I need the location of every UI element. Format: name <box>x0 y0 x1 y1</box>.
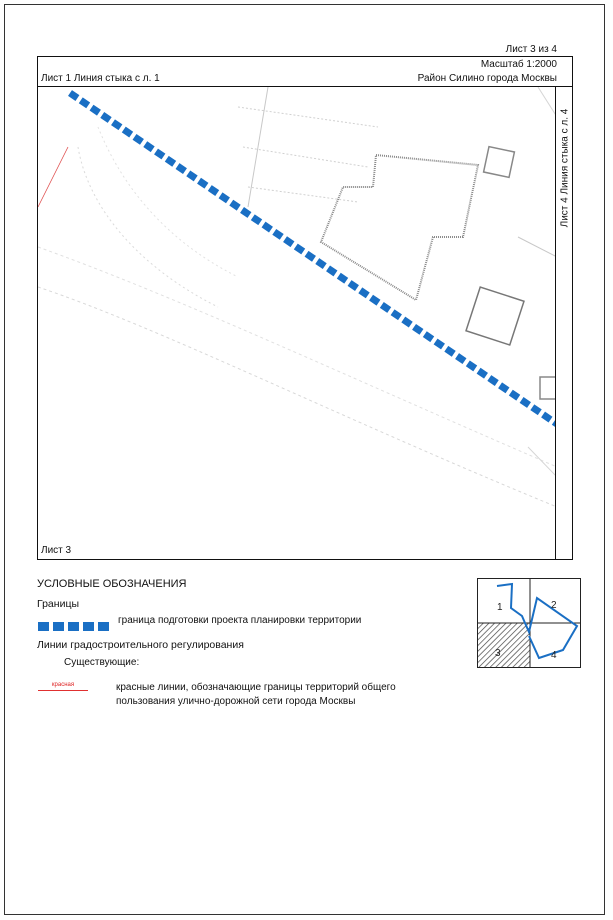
legend-title: УСЛОВНЫЕ ОБОЗНАЧЕНИЯ <box>37 578 187 590</box>
map-canvas <box>38 87 556 560</box>
boundary-line-sample <box>38 618 113 636</box>
red-line-sample <box>38 682 88 691</box>
index-sheet-2: 2 <box>551 600 557 611</box>
sheet-index-map <box>477 578 581 668</box>
index-sheet-1: 1 <box>497 602 503 613</box>
red-line-tag: красная <box>51 682 75 688</box>
road-edge <box>98 127 238 277</box>
map-scale: Масштаб 1:2000 <box>480 59 557 70</box>
district-name: Район Силино города Москвы <box>417 73 557 84</box>
road-edge <box>78 147 218 307</box>
project-boundary-line <box>70 93 556 424</box>
sheet-label: Лист 3 <box>41 545 72 556</box>
map-frame <box>37 86 556 560</box>
red-line-description: красные линии, обозначающие границы территорий общего пользования улично-дорожной сети города Москвы <box>116 682 396 707</box>
road-edge <box>38 287 556 507</box>
joint-line-label-sheet-1: Лист 1 Линия стыка с л. 1 <box>41 73 160 84</box>
boundary-description: граница подготовки проекта планировки территории <box>118 615 362 626</box>
building-outline <box>540 377 556 399</box>
building-outline <box>466 287 524 345</box>
legend-existing-heading: Существующие: <box>64 657 140 668</box>
road-edge <box>38 247 556 467</box>
current-sheet-highlight <box>478 623 530 667</box>
legend-boundaries-heading: Границы <box>37 598 79 610</box>
red-line-segment <box>38 147 68 207</box>
faint-contour <box>528 87 556 477</box>
building-outline <box>484 147 515 178</box>
legend-regulation-heading: Линии градостроительного регулирования <box>37 639 244 651</box>
index-sheet-3: 3 <box>495 648 501 659</box>
parking-lines <box>238 107 378 202</box>
joint-line-label-sheet-4: Лист 4 Линия стыка с л. 4 <box>559 108 571 228</box>
sheet-number: Лист 3 из 4 <box>505 44 557 55</box>
index-sheet-4: 4 <box>551 650 557 661</box>
